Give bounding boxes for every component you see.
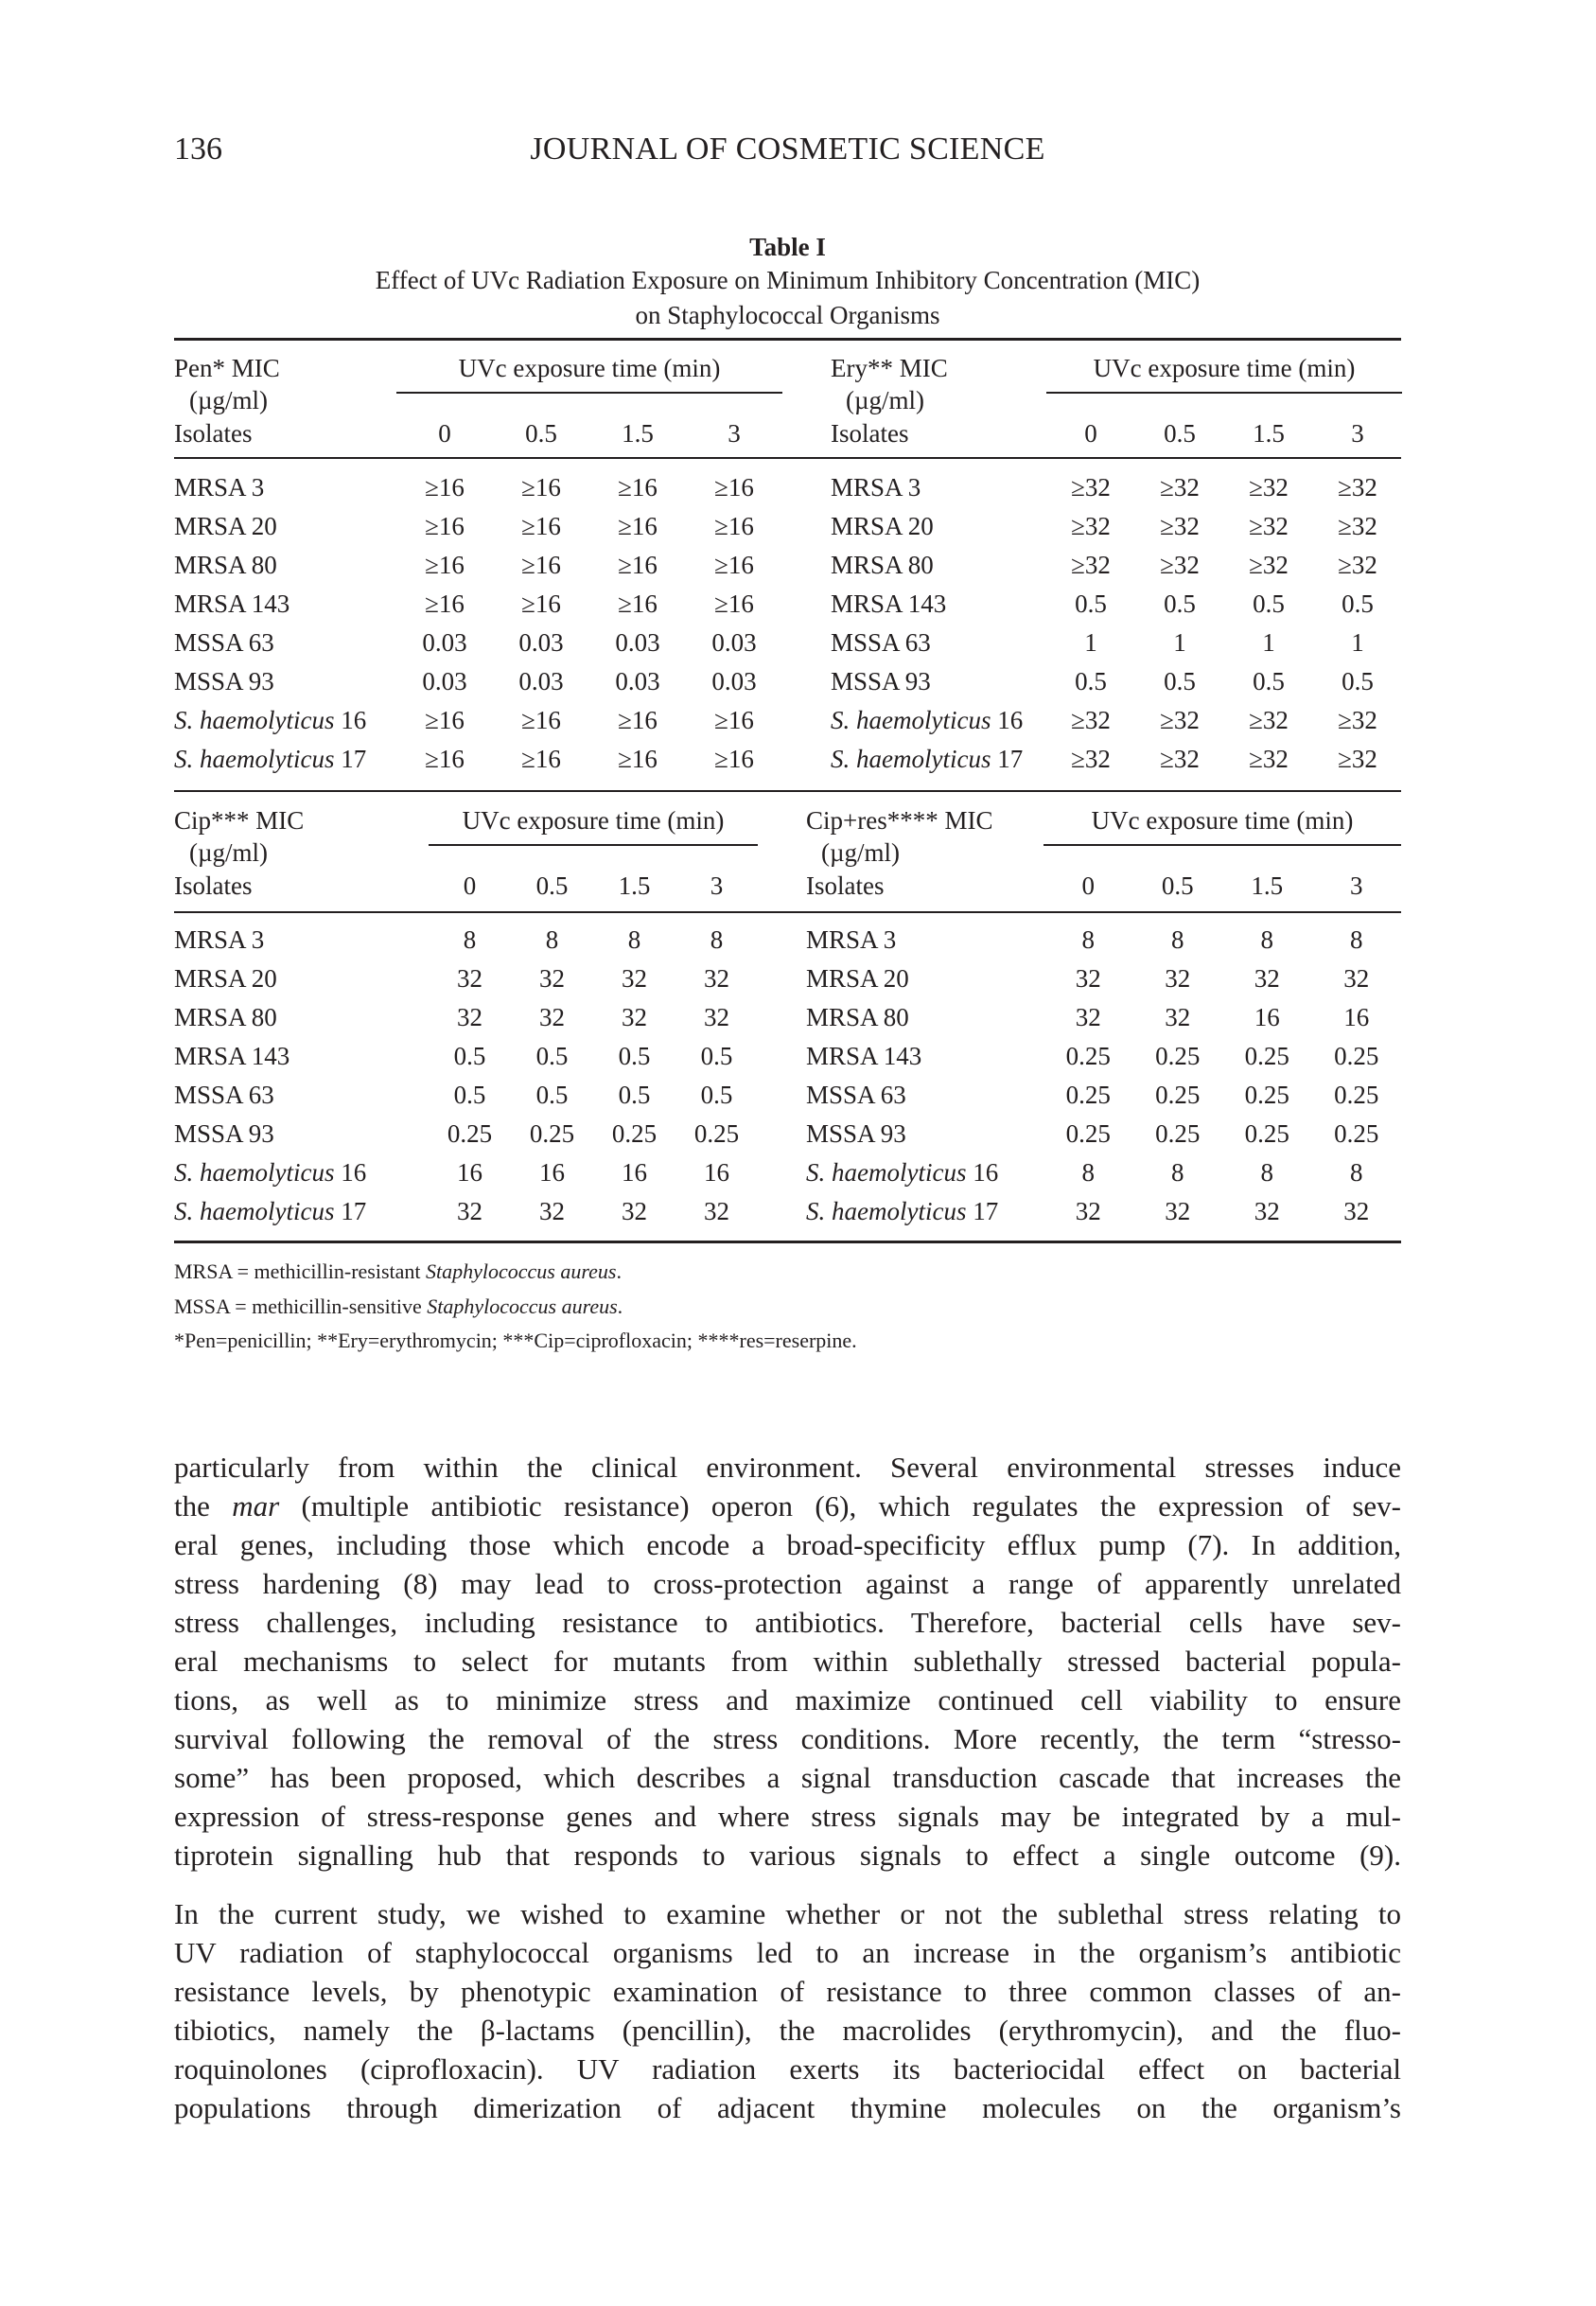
exposure-time-value: 0	[463, 871, 477, 900]
mic-value: 16	[1343, 1003, 1370, 1031]
mic-value: 0.25	[1334, 1081, 1379, 1109]
mic-value: 0.25	[611, 1119, 658, 1148]
table-caption-line: on Staphylococcal Organisms	[635, 301, 940, 329]
mic-value: 32	[1165, 1003, 1191, 1031]
mic-value: 0.03	[422, 628, 467, 657]
isolate-name: MSSA 63	[831, 628, 931, 657]
mic-value: 32	[1075, 964, 1101, 993]
column-title: Cip*** MIC	[174, 805, 305, 835]
isolate-name: MRSA 3	[174, 473, 265, 502]
mic-value: ≥32	[1071, 512, 1111, 540]
mic-value: ≥32	[1249, 745, 1289, 773]
exposure-time-header: UVc exposure time (min)	[396, 352, 782, 384]
isolate-name: MRSA 80	[174, 551, 277, 579]
mic-value: 0.25	[1155, 1119, 1201, 1148]
exposure-time-value: 0	[1084, 418, 1097, 448]
mic-value: 0.03	[422, 667, 467, 695]
text-line: resistance levels, by phenotypic examination of resistance to three common classes of an-	[174, 1975, 1401, 2008]
isolate-name: S. haemolyticus 17	[174, 745, 367, 773]
exposure-time-value: 3	[1351, 418, 1364, 448]
mic-value: 32	[1075, 1003, 1101, 1031]
mic-value: ≥16	[425, 512, 465, 540]
isolate-name: MRSA 80	[831, 551, 934, 579]
mic-value: ≥16	[714, 590, 754, 618]
mic-value: ≥32	[1071, 551, 1111, 579]
unit-label: (µg/ml)	[821, 837, 901, 867]
mic-value: ≥16	[425, 473, 465, 502]
mic-value: 16	[539, 1158, 565, 1187]
text-line: populations through dimerization of adjacent thymine molecules on the organism’s	[174, 2091, 1401, 2124]
exposure-time-value: 0	[1081, 871, 1095, 900]
text-line: eral genes, including those which encode a broad-specificity efflux pump (7). In addition,	[174, 1528, 1401, 1561]
exposure-time-value: 3	[728, 418, 741, 448]
text-line: roquinolones (ciprofloxacin). UV radiation exerts its bacteriocidal effect on bacterial	[174, 2052, 1401, 2086]
mic-value: 0.25	[1334, 1042, 1379, 1070]
mic-value: 32	[1075, 1197, 1101, 1225]
isolate-name: S. haemolyticus 16	[174, 1158, 367, 1187]
mic-value: 0.03	[711, 628, 757, 657]
unit-label: (µg/ml)	[189, 385, 269, 414]
mic-value: 8	[1081, 1158, 1095, 1187]
mic-value: 32	[1254, 964, 1280, 993]
mic-value: 0.25	[1065, 1119, 1111, 1148]
isolate-name: MSSA 63	[174, 628, 274, 657]
mic-value: 32	[1343, 1197, 1370, 1225]
mic-value: ≥32	[1071, 706, 1111, 734]
isolate-name: MSSA 63	[806, 1081, 906, 1109]
mic-value: ≥16	[425, 745, 465, 773]
page-number: 136	[174, 132, 222, 167]
section-divider-rule	[174, 790, 1401, 792]
table-body	[174, 468, 1401, 779]
isolate-name: S. haemolyticus 16	[174, 706, 367, 734]
text-line: the mar (multiple antibiotic resistance) operon (6), which regulates the expression of sev-	[174, 1489, 1401, 1523]
mic-value: 16	[622, 1158, 647, 1187]
isolate-name: S. haemolyticus 16	[806, 1158, 999, 1187]
isolate-name: MRSA 3	[831, 473, 921, 502]
isolate-name: MSSA 63	[174, 1081, 274, 1109]
mic-value: 0.5	[453, 1042, 486, 1070]
mic-value: ≥32	[1160, 745, 1200, 773]
text-line: stress hardening (8) may lead to cross-protection against a range of apparently unrelated	[174, 1567, 1401, 1600]
mic-value: 0.5	[1164, 667, 1196, 695]
table-section-cip	[174, 804, 1401, 1231]
mic-value: 8	[1081, 925, 1095, 954]
text-line: In the current study, we wished to examine whether or not the sublethal stress relating to	[174, 1897, 1401, 1930]
mic-value: ≥16	[714, 512, 754, 540]
mic-value: 0.03	[615, 628, 660, 657]
mic-value: ≥32	[1338, 512, 1377, 540]
exposure-time-value: 0.5	[525, 418, 557, 448]
isolate-name: S. haemolyticus 17	[174, 1197, 367, 1225]
exposure-time-header: UVc exposure time (min)	[1044, 804, 1401, 836]
mic-value: ≥16	[425, 706, 465, 734]
exposure-time-value: 1.5	[1251, 871, 1284, 900]
italic-term: Staphylococcus aureus	[426, 1259, 617, 1283]
mic-value: 0.03	[711, 667, 757, 695]
exposure-time-value: 0.5	[1164, 418, 1196, 448]
mic-value: ≥32	[1338, 473, 1377, 502]
text-line: expression of stress-response genes and where stress signals may be integrated by a mul-	[174, 1800, 1401, 1833]
isolate-name: MRSA 80	[806, 1003, 909, 1031]
mic-value: ≥16	[425, 551, 465, 579]
text-line: tiprotein signalling hub that responds to various signals to effect a single outcome (9).	[174, 1839, 1401, 1872]
footnote: MSSA = methicillin-sensitive Staphylococcus aureus.	[174, 1294, 623, 1318]
mic-value: 0.5	[453, 1081, 486, 1109]
exposure-time-header: UVc exposure time (min)	[429, 804, 758, 836]
text-line: UV radiation of staphylococcal organisms led to an increase in the organism’s antibiotic	[174, 1936, 1401, 1969]
unit-label: (µg/ml)	[846, 385, 925, 414]
mic-value: 0.5	[1342, 590, 1374, 618]
column-title: Ery** MIC	[831, 353, 948, 382]
isolate-name: MRSA 20	[806, 964, 909, 993]
italic-term: S. haemolyticus	[831, 745, 991, 773]
mic-value: ≥16	[618, 512, 658, 540]
mic-value: 0.5	[1075, 590, 1107, 618]
isolate-name: MRSA 20	[174, 512, 277, 540]
mic-value: ≥16	[521, 745, 561, 773]
mic-value: 8	[1260, 1158, 1273, 1187]
text-line: survival following the removal of the stress conditions. More recently, the term “stresso-	[174, 1722, 1401, 1755]
exposure-time-value: 1.5	[622, 418, 654, 448]
mic-value: 1	[1351, 628, 1364, 657]
isolate-name: MRSA 20	[174, 964, 277, 993]
mic-value: 0.5	[1253, 667, 1285, 695]
exposure-time-value: 0	[438, 418, 451, 448]
table-header	[174, 352, 1401, 450]
isolate-name: MSSA 93	[806, 1119, 906, 1148]
mic-value: 0.5	[618, 1042, 651, 1070]
isolate-name: MRSA 143	[806, 1042, 922, 1070]
mic-value: 0.5	[700, 1081, 733, 1109]
mic-value: 0.5	[1075, 667, 1107, 695]
mic-value: 32	[622, 964, 647, 993]
italic-term: S. haemolyticus	[831, 706, 991, 734]
mic-value: 32	[622, 1003, 647, 1031]
mic-value: ≥32	[1071, 745, 1111, 773]
running-head	[174, 131, 1401, 168]
isolate-name: MRSA 20	[831, 512, 934, 540]
mic-value: 8	[1171, 925, 1184, 954]
mic-value: 0.25	[1065, 1081, 1111, 1109]
exposure-time-header: UVc exposure time (min)	[1046, 352, 1402, 384]
paragraph	[174, 1894, 1401, 2127]
mic-value: 8	[627, 925, 641, 954]
mic-value: 0.25	[529, 1119, 575, 1148]
mic-value: 8	[545, 925, 559, 954]
italic-term: S. haemolyticus	[806, 1158, 967, 1187]
mic-value: 1	[1173, 628, 1186, 657]
isolate-name: S. haemolyticus 16	[831, 706, 1024, 734]
table-header	[174, 804, 1401, 903]
mic-value: 8	[1350, 1158, 1363, 1187]
exposure-time-value: 1.5	[618, 871, 651, 900]
table-footnotes	[174, 1255, 857, 1359]
mic-value: ≥32	[1160, 551, 1200, 579]
italic-term: S. haemolyticus	[174, 745, 335, 773]
isolate-name: MSSA 93	[831, 667, 931, 695]
mic-value: ≥32	[1249, 551, 1289, 579]
isolate-name: MRSA 80	[174, 1003, 277, 1031]
mic-value: 0.03	[518, 667, 564, 695]
mic-value: 8	[463, 925, 477, 954]
isolate-name: MSSA 93	[174, 667, 274, 695]
isolates-label: Isolates	[806, 871, 885, 900]
mic-value: 0.25	[1155, 1042, 1201, 1070]
mic-value: ≥16	[521, 473, 561, 502]
mic-value: ≥16	[425, 590, 465, 618]
isolate-name: S. haemolyticus 17	[806, 1197, 999, 1225]
exposure-time-value: 0.5	[1161, 871, 1194, 900]
header-rule	[174, 911, 1401, 913]
isolate-name: MRSA 143	[174, 1042, 290, 1070]
mic-value: 32	[457, 1197, 482, 1225]
mic-value: 32	[704, 1003, 729, 1031]
mic-value: 8	[1350, 925, 1363, 954]
mic-value: ≥16	[714, 473, 754, 502]
body-text	[174, 1448, 1401, 2127]
mic-value: ≥16	[521, 590, 561, 618]
italic-term: mar	[232, 1489, 280, 1523]
isolate-name: MRSA 3	[174, 925, 265, 954]
mic-value: ≥16	[714, 745, 754, 773]
mic-value: 0.5	[1342, 667, 1374, 695]
mic-value: 32	[539, 964, 565, 993]
italic-term: S. haemolyticus	[174, 1197, 335, 1225]
mic-value: 0.5	[700, 1042, 733, 1070]
mic-value: 16	[704, 1158, 729, 1187]
table-section-pen-ery	[174, 352, 1401, 779]
journal-title: JOURNAL OF COSMETIC SCIENCE	[530, 132, 1045, 167]
exposure-time-value: 3	[1350, 871, 1363, 900]
mic-value: 32	[704, 1197, 729, 1225]
mic-value: 16	[457, 1158, 482, 1187]
mic-value: 0.03	[518, 628, 564, 657]
mic-value: ≥32	[1160, 706, 1200, 734]
text-line: tibiotics, namely the β-lactams (pencillin), the macrolides (erythromycin), and the fluo-	[174, 2014, 1401, 2047]
isolates-label: Isolates	[831, 418, 909, 448]
mic-value: 0.25	[1244, 1081, 1289, 1109]
mic-value: 0.03	[615, 667, 660, 695]
mic-value: 0.25	[1155, 1081, 1201, 1109]
mic-value: 0.25	[1244, 1119, 1289, 1148]
mic-value: ≥32	[1249, 473, 1289, 502]
mic-value: ≥16	[618, 706, 658, 734]
mic-value: 32	[539, 1003, 565, 1031]
mic-value: 16	[1254, 1003, 1280, 1031]
header-rule	[174, 457, 1401, 459]
mic-value: ≥32	[1160, 512, 1200, 540]
isolate-name: MRSA 143	[174, 590, 290, 618]
italic-term: S. haemolyticus	[806, 1197, 967, 1225]
mic-value: 32	[1165, 964, 1191, 993]
exposure-time-value: 3	[710, 871, 724, 900]
text-line: stress challenges, including resistance to antibiotics. Therefore, bacterial cells have sev-	[174, 1606, 1401, 1639]
mic-value: ≥16	[618, 551, 658, 579]
mic-value: 0.25	[447, 1119, 493, 1148]
mic-value: 32	[539, 1197, 565, 1225]
mic-value: 0.25	[693, 1119, 740, 1148]
paragraph	[174, 1448, 1401, 1875]
table-caption-line: Effect of UVc Radiation Exposure on Minimum Inhibitory Concentration (MIC)	[375, 266, 1201, 294]
mic-value: ≥16	[618, 745, 658, 773]
table-label: Table I	[749, 233, 826, 261]
mic-value: ≥32	[1338, 551, 1377, 579]
mic-value: 0.5	[1253, 590, 1285, 618]
table-top-rule	[174, 338, 1401, 341]
mic-value: 8	[710, 925, 724, 954]
mic-value: 8	[1260, 925, 1273, 954]
mic-value: ≥32	[1249, 706, 1289, 734]
table-body	[174, 921, 1401, 1231]
text-line: particularly from within the clinical environment. Several environmental stresses induce	[174, 1451, 1401, 1484]
mic-value: 32	[1165, 1197, 1191, 1225]
unit-label: (µg/ml)	[189, 837, 269, 867]
mic-value: ≥32	[1160, 473, 1200, 502]
mic-value: ≥32	[1338, 706, 1377, 734]
text-line: eral mechanisms to select for mutants from within sublethally stressed bacterial popula-	[174, 1645, 1401, 1678]
mic-value: 0.25	[1244, 1042, 1289, 1070]
mic-value: ≥16	[714, 551, 754, 579]
table-bottom-rule	[174, 1241, 1401, 1243]
mic-value: 0.5	[535, 1081, 569, 1109]
mic-value: 8	[1171, 1158, 1184, 1187]
italic-term: S. haemolyticus	[174, 1158, 335, 1187]
mic-value: 32	[704, 964, 729, 993]
mic-value: ≥16	[618, 473, 658, 502]
mic-value: ≥16	[521, 706, 561, 734]
isolate-name: MRSA 143	[831, 590, 947, 618]
isolate-name: S. haemolyticus 17	[831, 745, 1024, 773]
text-line: tions, as well as to minimize stress and maximize continued cell viability to ensure	[174, 1683, 1401, 1716]
mic-value: 0.5	[618, 1081, 651, 1109]
mic-value: 0.5	[1164, 590, 1196, 618]
footnote: *Pen=penicillin; **Ery=erythromycin; ***Cip=ciprofloxacin; ****res=reserpine.	[174, 1329, 857, 1352]
mic-value: 0.25	[1334, 1119, 1379, 1148]
italic-term: S. haemolyticus	[174, 706, 335, 734]
footnote: MRSA = methicillin-resistant Staphylococcus aureus.	[174, 1259, 622, 1283]
exposure-time-value: 1.5	[1253, 418, 1285, 448]
mic-value: ≥32	[1338, 745, 1377, 773]
exposure-time-value: 0.5	[535, 871, 569, 900]
isolate-name: MRSA 3	[806, 925, 897, 954]
mic-value: ≥16	[521, 551, 561, 579]
text-line: some” has been proposed, which describes a signal transduction cascade that increases the	[174, 1761, 1401, 1794]
mic-value: ≥16	[521, 512, 561, 540]
mic-value: ≥16	[618, 590, 658, 618]
mic-value: 0.25	[1065, 1042, 1111, 1070]
isolate-name: MSSA 93	[174, 1119, 274, 1148]
isolates-label: Isolates	[174, 418, 253, 448]
mic-value: 32	[1343, 964, 1370, 993]
mic-value: 32	[457, 964, 482, 993]
table-title	[174, 231, 1401, 333]
mic-value: 32	[622, 1197, 647, 1225]
column-title: Cip+res**** MIC	[806, 805, 993, 835]
column-title: Pen* MIC	[174, 353, 280, 382]
mic-value: 1	[1262, 628, 1275, 657]
mic-value: 0.5	[535, 1042, 569, 1070]
italic-term: Staphylococcus aureus	[427, 1294, 618, 1318]
mic-value: ≥16	[714, 706, 754, 734]
mic-value: 32	[1254, 1197, 1280, 1225]
mic-value: 1	[1084, 628, 1097, 657]
mic-value: ≥32	[1071, 473, 1111, 502]
mic-value: 32	[457, 1003, 482, 1031]
isolates-label: Isolates	[174, 871, 253, 900]
mic-value: ≥32	[1249, 512, 1289, 540]
